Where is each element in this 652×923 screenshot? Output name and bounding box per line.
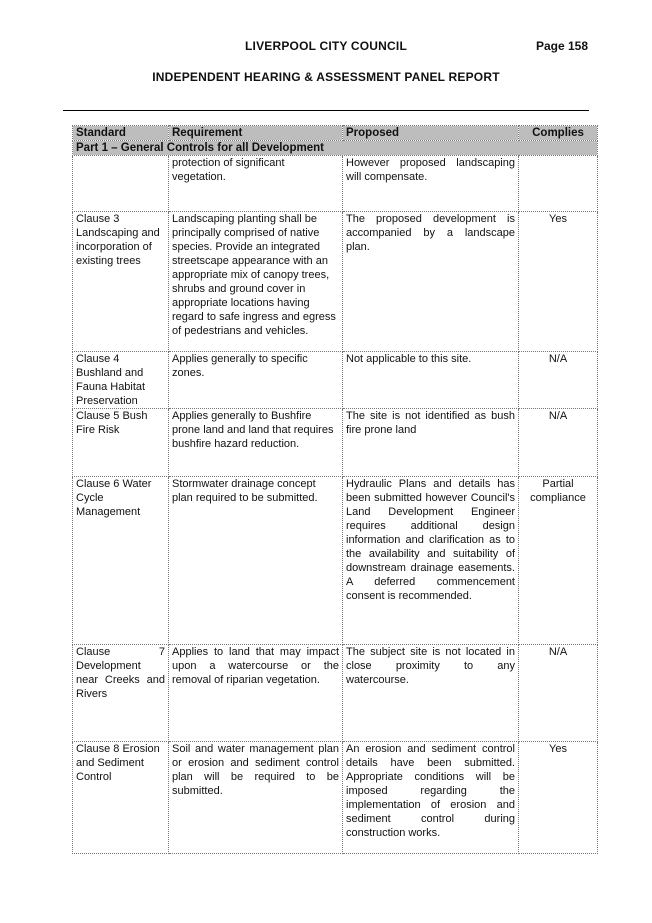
cell-complies: N/A [519,352,598,409]
cell-complies [519,156,598,212]
cell-standard: Clause 6 Water Cycle Management [73,477,169,645]
cell-complies: Partial compliance [519,477,598,645]
table-header-row [73,126,598,141]
council-name: LIVERPOOL CITY COUNCIL [245,39,407,53]
cell-proposed: However proposed landscaping will compensate. [343,156,519,212]
page-number: Page 158 [535,39,588,53]
part-heading-row [73,141,598,156]
column-header-standard: Standard [73,126,169,141]
cell-requirement: protection of significant vegetation. [169,156,343,212]
part-heading: Part 1 – General Controls for all Development [73,141,598,156]
cell-requirement: Stormwater drainage concept plan required to be submitted. [169,477,343,645]
cell-requirement: Applies to land that may impact upon a watercourse or the removal of riparian vegetation. [169,645,343,742]
table-row [73,409,598,477]
cell-proposed: The site is not identified as bush fire prone land [343,409,519,477]
column-header-requirement: Requirement [169,126,343,141]
cell-standard: Clause 8 Erosion and Sediment Control [73,742,169,854]
column-header-proposed: Proposed [343,126,519,141]
cell-requirement: Applies generally to Bushfire prone land and land that requires bushfire hazard reduction. [169,409,343,477]
cell-proposed: The proposed development is accompanied by a landscape plan. [343,212,519,352]
cell-requirement: Landscaping planting shall be principally comprised of native species. Provide an integrated streetscape appearance with an appropriate mix of canopy trees, shrubs and ground cover in appropriate locations having regard to safe ingress and egress of pedestrians and vehicles. [169,212,343,352]
cell-requirement: Applies generally to specific zones. [169,352,343,409]
cell-complies: Yes [519,212,598,352]
table-row [73,156,598,212]
table-row [73,645,598,742]
cell-proposed: An erosion and sediment control details have been submitted. Appropriate conditions will be imposed regarding the implementation of erosion and sediment control during construction works. [343,742,519,854]
cell-complies: Yes [519,742,598,854]
cell-complies: N/A [519,645,598,742]
cell-standard [73,156,169,212]
header-rule [63,110,589,111]
table-row [73,742,598,854]
table-row [73,212,598,352]
column-header-complies: Complies [519,126,598,141]
report-title: INDEPENDENT HEARING & ASSESSMENT PANEL REPORT [152,70,500,84]
cell-complies: N/A [519,409,598,477]
cell-standard: Clause 7 Development near Creeks and Rivers [73,645,169,742]
cell-proposed: Hydraulic Plans and details has been submitted however Council's Land Development Engineer requires additional design information and clarification as to the availability and suitability of downstream drainage easements. A deferred commencement consent is recommended. [343,477,519,645]
cell-requirement: Soil and water management plan or erosion and sediment control plan will be required to be submitted. [169,742,343,854]
table-row [73,477,598,645]
standards-table [72,125,598,854]
cell-proposed: Not applicable to this site. [343,352,519,409]
table-row [73,352,598,409]
cell-standard: Clause 4 Bushland and Fauna Habitat Preservation [73,352,169,409]
cell-standard: Clause 5 Bush Fire Risk [73,409,169,477]
cell-proposed: The subject site is not located in close proximity to any watercourse. [343,645,519,742]
cell-standard: Clause 3 Landscaping and incorporation of existing trees [73,212,169,352]
